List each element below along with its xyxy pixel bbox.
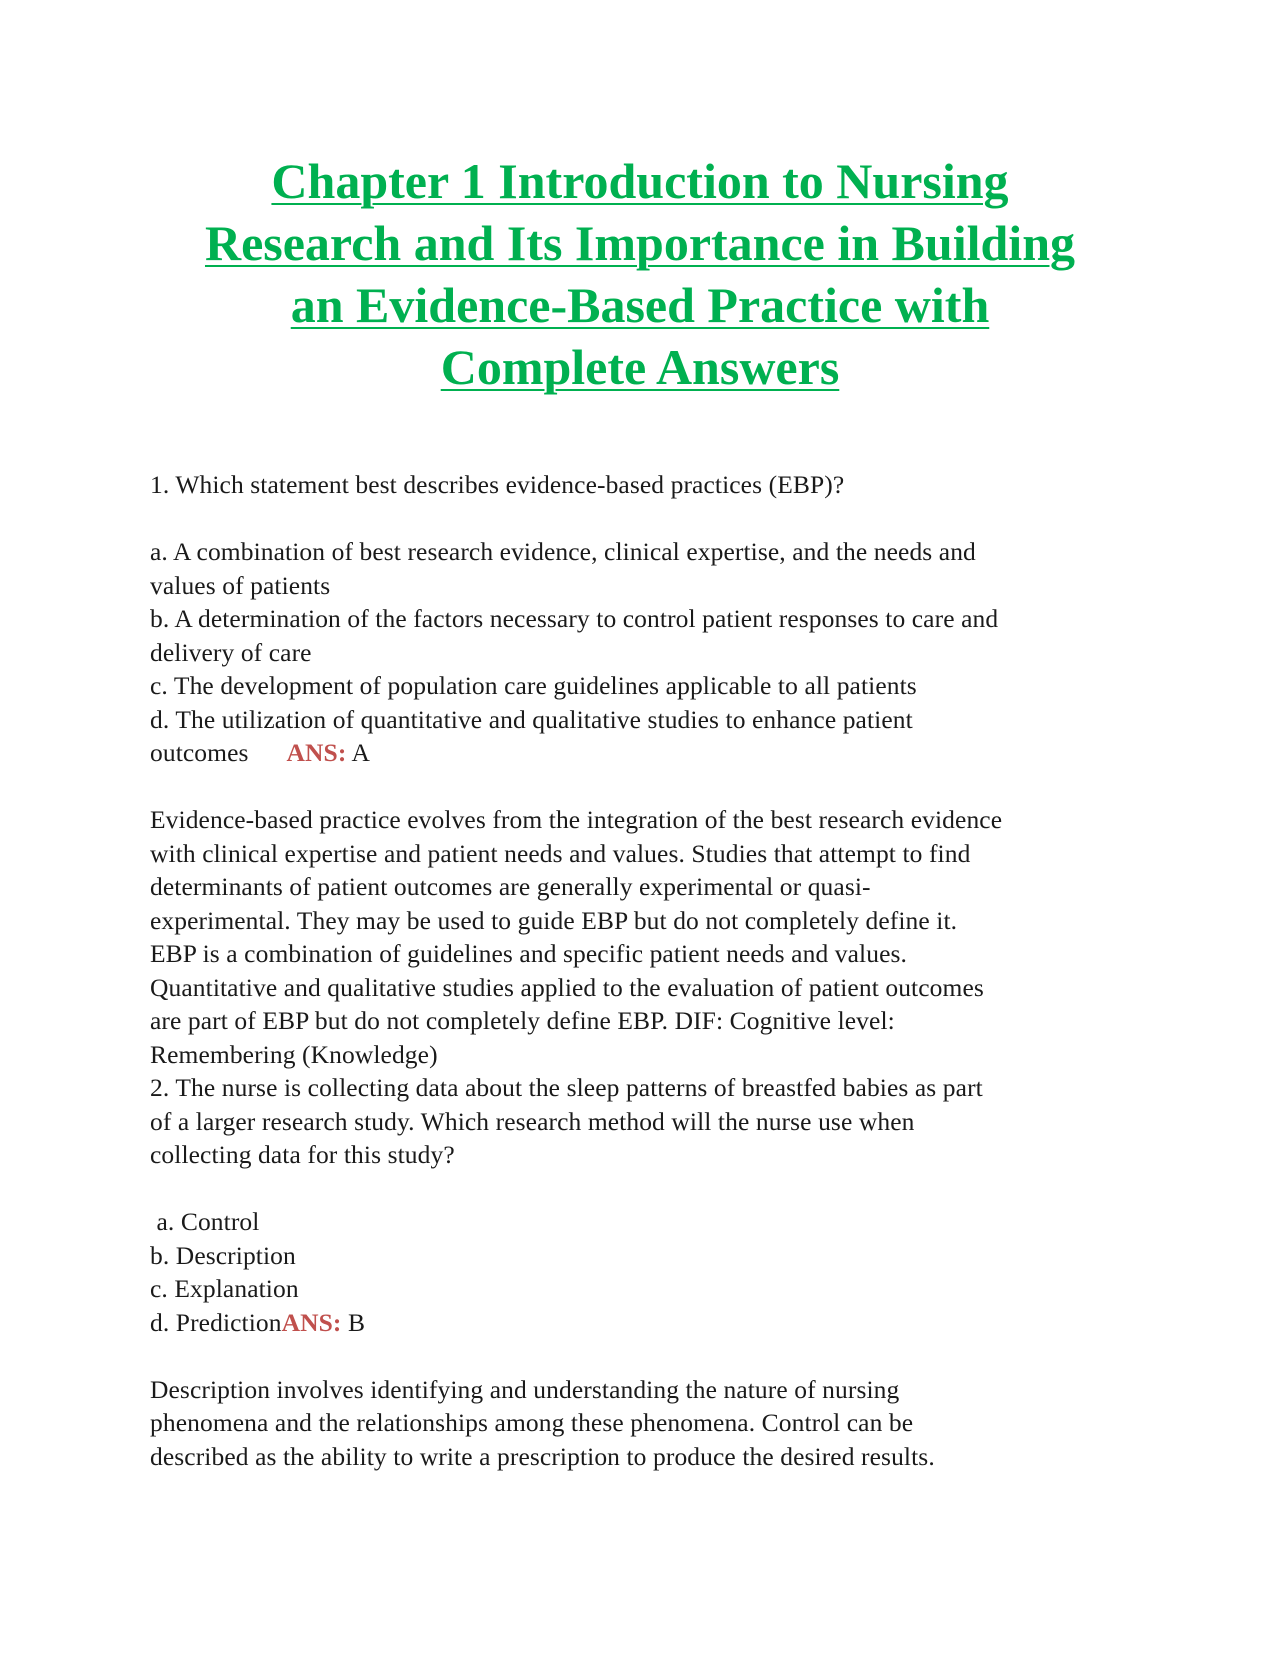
q1-rationale-line: determinants of patient outcomes are generally experimental or quasi- xyxy=(150,872,871,901)
spacer xyxy=(150,1339,1140,1373)
q1-rationale-line: Remembering (Knowledge) xyxy=(150,1039,438,1069)
q2-rationale-line: Description involves identifying and understanding the nature of nursing xyxy=(150,1374,900,1404)
q1-option-d: d. The utilization of quantitative and qualitative studies to enhance patient xyxy=(150,704,913,734)
q1-rationale-line: Quantitative and qualitative studies applied to the evaluation of patient outcomes xyxy=(150,972,984,1002)
q2-answer-line xyxy=(150,1306,1140,1340)
q2-option-c: c. Explanation xyxy=(150,1274,299,1303)
q1-rationale-line: experimental. They may be used to guide EBP but do not completely define it. xyxy=(150,905,958,935)
q1-option-a: a. A combination of best research evidence, clinical expertise, and the needs and xyxy=(150,537,976,566)
q1-rationale-line: Evidence-based practice evolves from the integration of the best research evidence xyxy=(150,805,1003,834)
document-body xyxy=(150,468,1140,1473)
title-line: Chapter 1 Introduction to Nursing xyxy=(271,153,1009,209)
q1-ans-value: A xyxy=(351,738,371,767)
question-2-text-cont: of a larger research study. Which research method will the nurse use when xyxy=(150,1106,915,1136)
q1-option-a-cont: values of patients xyxy=(150,570,331,600)
document-title xyxy=(140,150,1140,398)
q1-option-b: b. A determination of the factors necessary to control patient responses to care and xyxy=(150,604,999,633)
q1-answer-line xyxy=(150,736,1140,770)
q1-rationale-line: are part of EBP but do not completely define EBP. DIF: Cognitive level: xyxy=(150,1006,895,1035)
q2-ans-value: B xyxy=(348,1307,366,1337)
q2-ans-label: ANS: xyxy=(281,1307,342,1337)
question-2-text-cont: collecting data for this study? xyxy=(150,1140,455,1169)
q1-option-d-cont: outcomes xyxy=(150,738,249,767)
q2-option-a: a. Control xyxy=(150,1207,260,1236)
q1-rationale-line: EBP is a combination of guidelines and specific patient needs and values. xyxy=(150,939,907,968)
title-line: Complete Answers xyxy=(440,339,840,395)
question-2-text: 2. The nurse is collecting data about the sleep patterns of breastfed babies as part xyxy=(150,1073,983,1102)
spacer xyxy=(150,502,1140,536)
spacer xyxy=(150,1172,1140,1206)
q1-option-b-cont: delivery of care xyxy=(150,637,312,667)
question-1-text: 1. Which statement best describes evidence-based practices (EBP)? xyxy=(150,470,845,499)
q2-option-b: b. Description xyxy=(150,1240,296,1270)
q1-ans-label: ANS: xyxy=(286,738,347,767)
q2-rationale-line: phenomena and the relationships among these phenomena. Control can be xyxy=(150,1408,914,1437)
title-line: an Evidence-Based Practice with xyxy=(290,277,990,333)
q1-rationale-line: with clinical expertise and patient needs and values. Studies that attempt to find xyxy=(150,838,971,868)
spacer xyxy=(150,770,1140,804)
q2-option-d: d. Prediction xyxy=(150,1307,282,1337)
q2-rationale-line: described as the ability to write a prescription to produce the desired results. xyxy=(150,1441,935,1471)
title-line: Research and Its Importance in Building xyxy=(204,215,1076,271)
q1-option-c: c. The development of population care guidelines applicable to all patients xyxy=(150,671,917,700)
